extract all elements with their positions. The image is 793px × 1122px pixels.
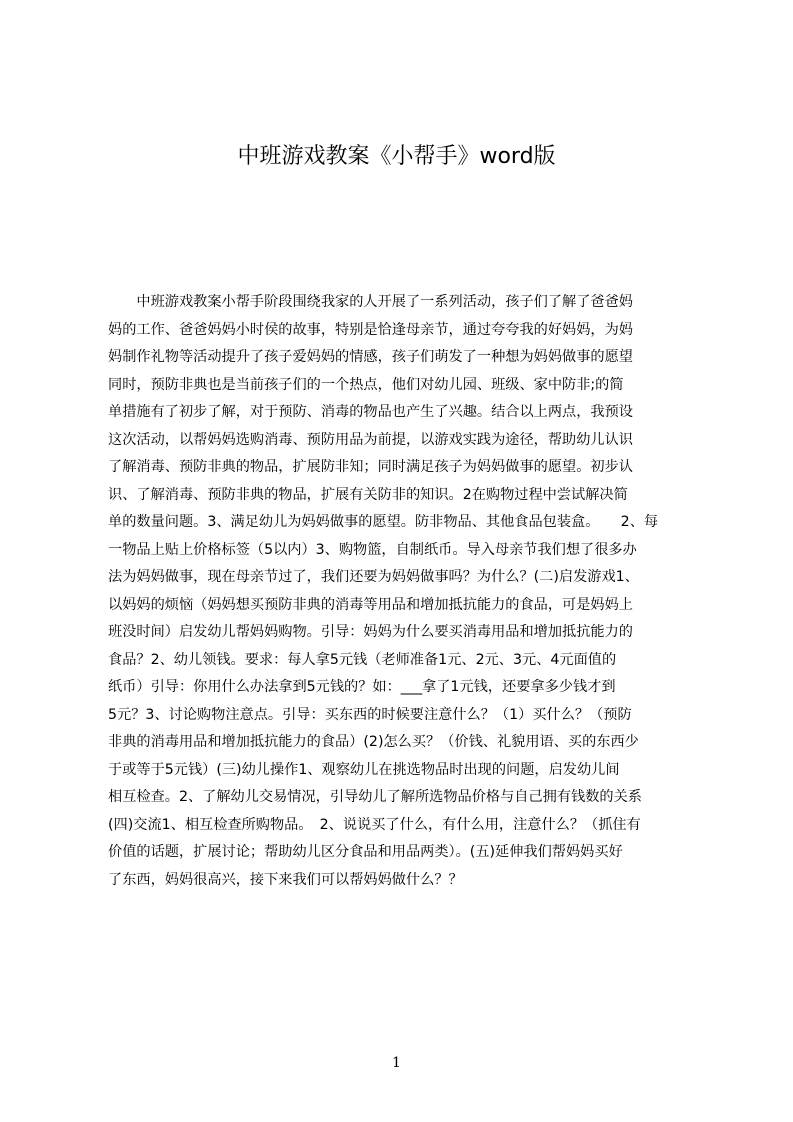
body-line: 非典的消毒用品和增加抵抗能力的食品）(2)怎么买？（价钱、礼貌用语、买的东西少 xyxy=(108,734,639,750)
body-line: 于或等于5元钱）(三)幼儿操作1、观察幼儿在挑选物品时出现的问题，启发幼儿间 xyxy=(108,761,620,778)
body-line: 一物品上贴上价格标签（5以内）3、购物篮，自制纸币。导入母亲节我们想了很多办 xyxy=(108,541,637,558)
body-line: 价值的话题，扩展讨论；帮助幼儿区分食品和用品两类）。(五)延伸我们帮妈妈买好 xyxy=(108,844,623,860)
body-line: 了解消毒、预防非典的物品，扩展防非知；同时满足孩子为妈妈做事的愿望。初步认 xyxy=(108,459,633,475)
body-line: 了东西，妈妈很高兴，接下来我们可以帮妈妈做什么？？ xyxy=(108,871,463,888)
body-line: 妈制作礼物等活动提升了孩子爱妈妈的情感，孩子们萌发了一种想为妈妈做事的愿望 xyxy=(108,349,633,365)
document-title: 中班游戏教案《小帮手》word版 xyxy=(237,144,556,169)
body-line: 这次活动，以帮妈妈选购消毒、预防用品为前提，以游戏实践为途径，帮助幼儿认识 xyxy=(108,431,633,448)
body-line: 食品？2、幼儿领钱。要求：每人拿5元钱（老师准备1元、2元、3元、4元面值的 xyxy=(108,651,617,668)
body-line: 单的数量问题。3、满足幼儿为妈妈做事的愿望。防非物品、其他食品包装盒。 2、每 xyxy=(108,514,659,530)
body-line: 纸币）引导：你用什么办法拿到5元钱的？如：___拿了1元钱，还要拿多少钱才到 xyxy=(108,679,616,695)
body-line: 以妈妈的烦恼（妈妈想买预防非典的消毒等用品和增加抵抗能力的食品，可是妈妈上 xyxy=(108,596,633,613)
body-line: 识、了解消毒、预防非典的物品，扩展有关防非的知识。2在购物过程中尝试解决简 xyxy=(108,486,628,503)
body-line: 妈的工作、爸爸妈妈小时侯的故事，特别是恰逢母亲节，通过夸夸我的好妈妈，为妈 xyxy=(108,321,633,338)
body-line: 班没时间）启发幼儿帮妈妈购物。引导：妈妈为什么要买消毒用品和增加抵抗能力的 xyxy=(108,624,633,640)
document-body xyxy=(108,289,698,894)
body-line: 单措施有了初步了解，对于预防、消毒的物品也产生了兴趣。结合以上两点，我预设 xyxy=(108,404,633,420)
body-line: 法为妈妈做事，现在母亲节过了，我们还要为妈妈做事吗？为什么？(二)启发游戏1、 xyxy=(108,569,639,585)
page-number: 1 xyxy=(392,1055,401,1071)
body-line: 同时，预防非典也是当前孩子们的一个热点，他们对幼儿园、班级、家中防非;的简 xyxy=(108,376,624,393)
body-line: 5元？3、讨论购物注意点。引导：买东西的时候要注意什么？（1）买什么？（预防 xyxy=(108,706,632,723)
body-line: 相互检查。2、了解幼儿交易情况，引导幼儿了解所选物品价格与自己拥有钱数的关系 xyxy=(108,789,642,805)
body-line: (四)交流1、相互检查所购物品。 2、说说买了什么，有什么用，注意什么？（抓住有 xyxy=(108,816,641,833)
body-line: 中班游戏教案小帮手阶段围绕我家的人开展了一系列活动，孩子们了解了爸爸妈 xyxy=(108,294,633,310)
